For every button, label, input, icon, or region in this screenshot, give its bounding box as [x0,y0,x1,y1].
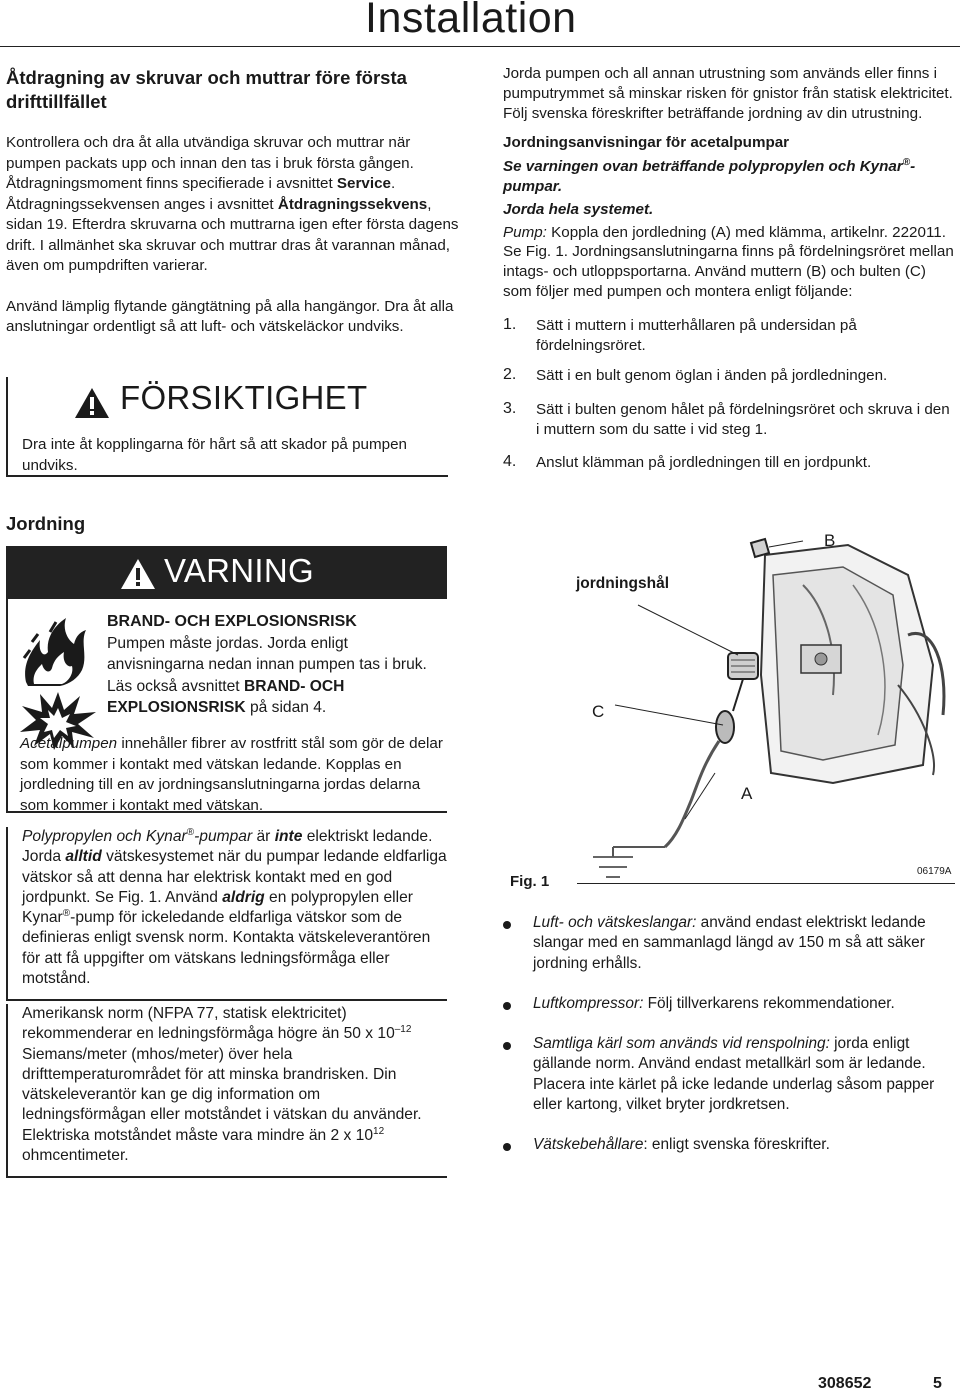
tightening-paragraph [6,133,461,277]
figure-rule [577,883,955,884]
bullet-text: Följ tillverkarens rekommendationer. [643,994,895,1012]
caution-warning-icon [74,387,110,419]
step-number: 3. [503,400,517,418]
polypropylene-text [22,827,447,989]
text: Amerikansk norm (NFPA 77, statisk elektricitet) rekommenderar en ledningsförmåga högre än 50 x 10 [22,1005,395,1043]
registered-mark: ® [902,157,911,169]
bullet-label: Luftkompressor: [533,994,644,1012]
bullet-icon [503,1143,511,1151]
bullet-label: Vätskebehållare [533,1136,644,1154]
list-item [503,453,955,473]
caution-box [6,377,448,477]
list-item [503,1135,958,1155]
warning-border-lower [6,749,8,811]
emphasis-never: aldrig [222,888,265,906]
bullet-label: Luft- och vätskeslangar: [533,914,697,931]
fire-icon [20,612,90,690]
text: en polypropylen eller Kynar [22,888,413,927]
label-b: B [824,531,836,550]
exponent: 12 [373,1125,385,1137]
text: , sidan 19. Efterdra skruvarna och muttrarna igen efter första dagens drift. I allmänhet ska skruvar och muttrar dras åt varannan månad, även om pumpdriften varierar. [6,195,459,274]
step-text: Sätt i en bult genom öglan i änden på jordledningen. [536,367,888,385]
emphasis-always: alltid [65,848,102,866]
step-text: Sätt i bulten genom hålet på fördelningsröret och skruva i den i muttern som du satte i vid steg 1. [536,401,950,438]
text: innehåller fibrer av rostfritt stål som gör de delar som kommer i kontakt med vätskan ledande. Kopplas en jordledning till en av jordningsanslutningarna jordas delarna som kommer i kontakt med vätskan. [20,735,443,814]
exponent: –12 [394,1024,412,1036]
nfpa-text [22,1004,447,1166]
warning-subtitle: BRAND- OCH EXPLOSIONSRISK [107,613,357,630]
grounding-intro: Jorda pumpen och all annan utrustning som används eller finns i pumputrymmet så minskar risken för gnistor från statisk elektricitet. Följ svenska föreskrifter beträffande jordning av din utrustning. [503,65,953,122]
text: Se varningen ovan beträffande polypropylen och Kynar [503,158,903,176]
acetal-pump-term: Acetalpumpen [20,735,118,752]
label-c: C [592,702,605,721]
grounding-subheading: Jordningsanvisningar för acetalpumpar [503,134,790,152]
text: -pumpar [194,828,253,845]
see-warning [503,157,955,197]
registered-mark: ® [62,908,71,919]
polypropylene-box [6,827,447,1001]
ground-system: Jorda hela systemet. [503,200,654,218]
step-text: Anslut klämman på jordledningen till en jordpunkt. [536,453,872,471]
text: -pumpar. [503,158,916,195]
pump-ground-illustration [503,515,958,895]
step-text: Sätt i muttern i mutterhållaren på undersidan på fördelningsröret. [536,316,857,354]
text: är [252,828,275,845]
header-rule [0,46,960,47]
step-number: 2. [503,366,517,384]
document-number: 308652 [818,1375,872,1392]
text: Siemans/meter (mhos/meter) över hela drifttemperaturområdet för att minska brandrisken. Din vätskeleverantör kan ge dig information om ledningsförmågan eller motståndet i vätskan du använder. Elektriska motståndet måste vara mindre än 2 x 10 [22,1045,422,1144]
bullet-icon [503,1042,511,1050]
bullet-label: Samtliga kärl som används vid renspolning: [533,1035,830,1053]
list-item [503,913,958,974]
caution-text: Dra inte åt kopplingarna för hårt så att skador på pumpen undviks. [22,436,407,474]
registered-mark: ® [186,826,195,838]
fire-ref: BRAND- OCH EXPLOSIONSRISK [107,677,345,716]
list-item [503,400,955,440]
warning-title: VARNING [164,552,315,589]
bullet-text: använd endast elektriskt ledande slangar med en sammanlagd längd av 150 m så att säker jordning erhålls. [533,914,926,972]
warning-triangle-icon [120,558,156,590]
service-ref: Service [336,175,391,192]
heading-grounding: Jordning [6,513,86,534]
warning-border-bottom [6,811,447,813]
warning-body [107,611,447,719]
text: ohmcentimeter. [22,1147,129,1165]
pump-label: Pump: [503,223,547,241]
emphasis-not: inte [274,828,303,845]
sequence-ref: Åtdragningssekvens [277,195,428,213]
list-item [503,316,955,356]
label-a: A [741,784,753,803]
list-item [503,1034,958,1115]
figure-code: 06179A [917,866,952,877]
text: elektriskt ledande. Jorda [22,828,433,866]
warning-text [107,633,447,719]
bullet-list [503,895,958,1156]
text: Koppla den jordledning (A) med klämma, artikelnr. 222011. Se Fig. 1. Jordningsanslutningarna finns på fördelningsröret mellan intags- och utloppsportarna. Använd muttern (B) och bulten (C) som följer med pumpen och montera enligt följande: [503,223,954,300]
left-column [6,66,461,338]
page-title: Installation [365,0,577,42]
step-number: 4. [503,452,517,470]
step-number: 1. [503,315,517,333]
text: Pumpen måste jordas. Jorda enligt anvisningarna nedan innan pumpen tas i bruk. Läs också avsnittet [107,634,427,695]
warning-border [6,599,8,749]
heading-tightening: Åtdragning av skruvar och muttrar före första drifttillfället [6,67,407,112]
text: . Åtdragningssekvensen anges i avsnittet [6,175,396,213]
text: Kontrollera och dra åt alla utvändiga skruvar och muttrar när pumpen packats upp och innan den tas i bruk första gången. Åtdragningsmoment finns specifierade i avsnittet [6,134,414,192]
steps-list [503,316,955,473]
caution-title: FÖRSIKTIGHET [120,379,368,416]
list-item [503,994,958,1014]
right-column [503,64,955,473]
list-item [503,366,955,386]
acetal-paragraph [20,734,445,816]
pump-paragraph [503,223,955,302]
text: -pump för ickeledande eldfarliga vätskor som de definieras enligt svensk norm. Kontakta vätskeleverantören för att få uppgifter om vätskans ledningsförmåga eller motstånd. [22,909,431,988]
label-ground-hole: jordningshål [576,575,669,592]
page-number: 5 [933,1375,942,1392]
text: på sidan 4. [245,699,327,716]
bullet-text: : enligt svenska föreskrifter. [643,1136,830,1154]
bullet-icon [503,921,511,929]
text: Polypropylen och Kynar [22,828,187,845]
bullet-text: jorda enligt gällande norm. Använd endast metallkärl som är ledande. Placera inte kärlet på icke ledande underlag såsom papper eller kartong, vilket bryter jordkretsen. [533,1035,935,1114]
warning-bar [6,546,447,599]
text: vätskesystemet när du pumpar ledande eldfarliga vätskor så att denna har elektrisk kontakt med en god jordpunkt. Se Fig. 1. Använd [22,848,447,906]
figure-caption: Fig. 1 [510,873,550,890]
sealant-paragraph: Använd lämplig flytande gängtätning på alla hangängor. Dra åt alla anslutningar ordentligt så att luft- och vätskeläckor undviks. [6,297,454,335]
bullet-icon [503,1002,511,1010]
nfpa-box [6,1004,447,1178]
